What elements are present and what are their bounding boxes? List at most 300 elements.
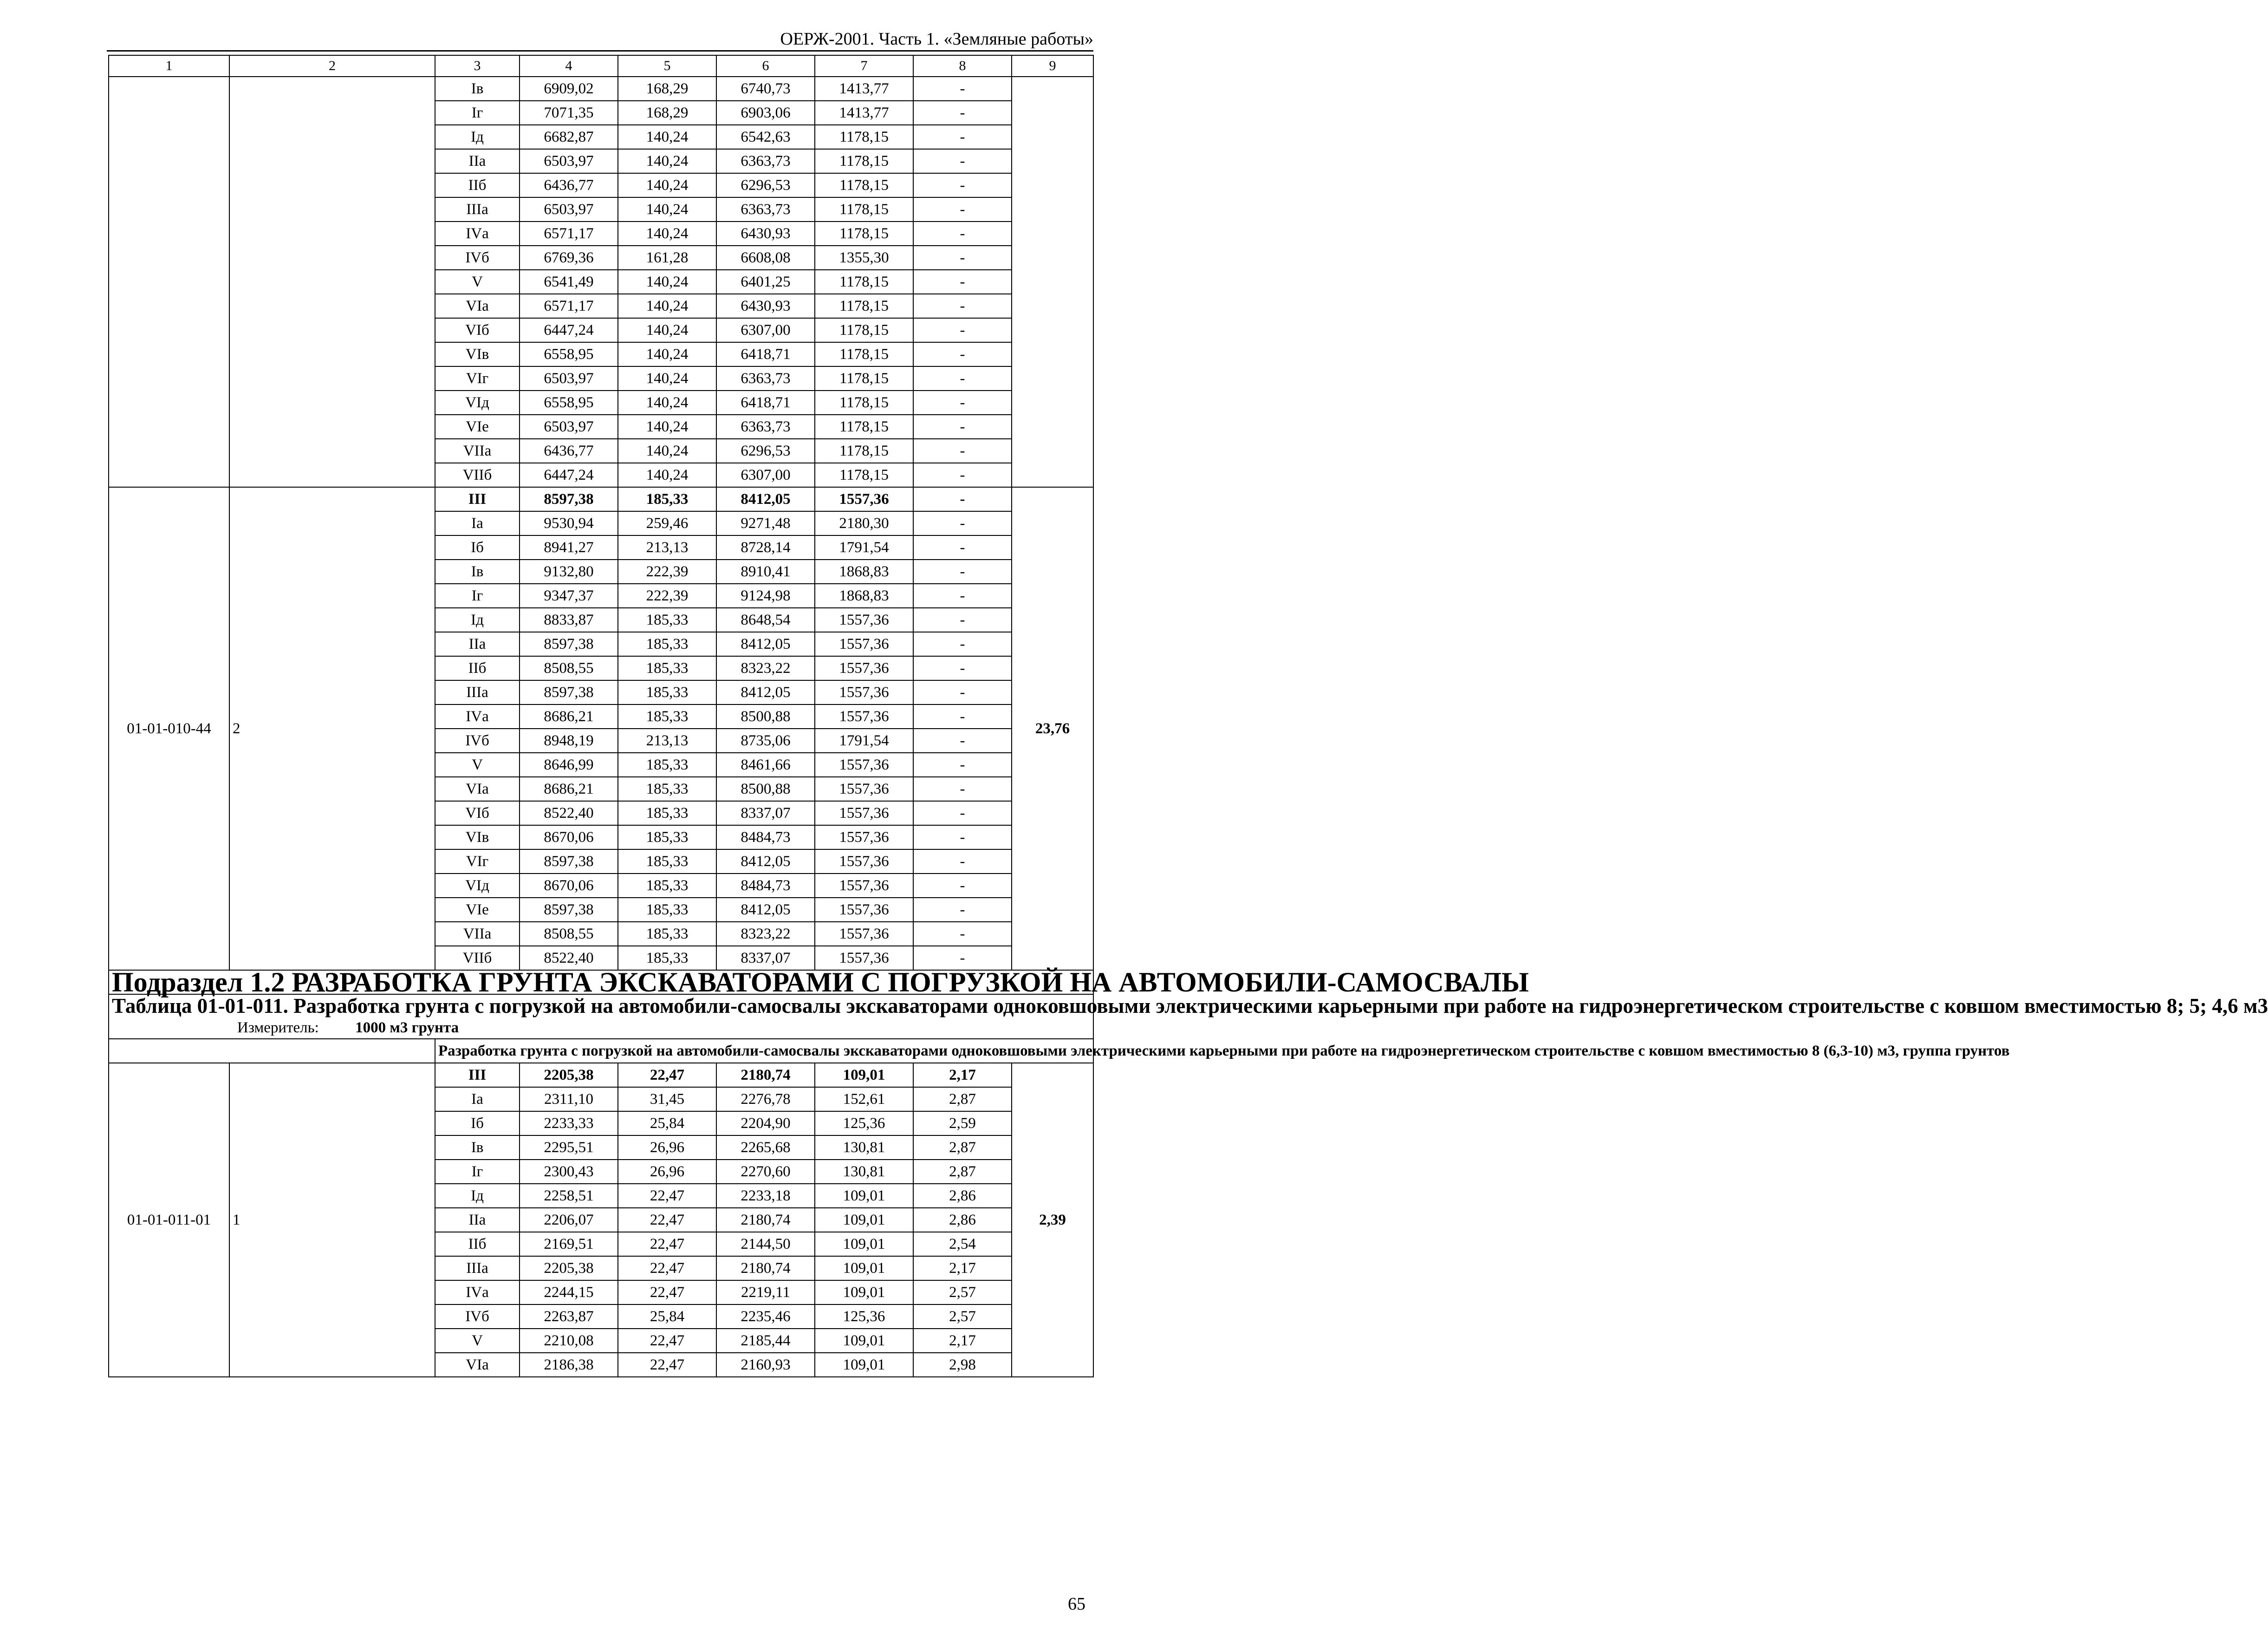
- value-cell: 168,29: [618, 101, 716, 125]
- value-cell: 1178,15: [815, 149, 913, 173]
- value-cell: 1868,83: [815, 560, 913, 584]
- soil-group-cell: IIб: [435, 656, 520, 680]
- table-title: Таблица 01-01-011. Разработка грунта с погрузкой на автомобили-самосвалы экскаваторами одноковшовыми электрическими карьерными при работе на гидроэнергетическом строительстве с ковшом вместимостью 8; 5; 4,6 м3: [112, 994, 2268, 1017]
- value-cell: 1557,36: [815, 753, 913, 777]
- value-cell: 9132,80: [520, 560, 618, 584]
- value-cell: 9530,94: [520, 511, 618, 535]
- value-cell: 2265,68: [716, 1135, 815, 1160]
- value-cell: 222,39: [618, 560, 716, 584]
- value-cell: 140,24: [618, 270, 716, 294]
- soil-group-cell: IVа: [435, 1280, 520, 1304]
- value-cell: -: [913, 463, 1012, 487]
- value-cell: 185,33: [618, 898, 716, 922]
- value-cell: 2,17: [913, 1329, 1012, 1353]
- column-number: 2: [229, 55, 435, 77]
- soil-group-cell: V: [435, 753, 520, 777]
- value-cell: 1178,15: [815, 318, 913, 342]
- work-description-row: [109, 1039, 1093, 1063]
- value-cell: 2,86: [913, 1208, 1012, 1232]
- value-cell: 2,86: [913, 1184, 1012, 1208]
- value-cell: 8323,22: [716, 922, 815, 946]
- value-cell: 9124,98: [716, 584, 815, 608]
- page-header: [107, 27, 1093, 52]
- value-cell: 8948,19: [520, 729, 618, 753]
- value-cell: 9271,48: [716, 511, 815, 535]
- value-cell: 109,01: [815, 1353, 913, 1377]
- value-cell: 185,33: [618, 704, 716, 729]
- value-cell: 8941,27: [520, 535, 618, 560]
- value-cell: 140,24: [618, 294, 716, 318]
- value-cell: 109,01: [815, 1063, 913, 1087]
- soil-group-cell: VIа: [435, 294, 520, 318]
- value-cell: 26,96: [618, 1135, 716, 1160]
- subsection-title: Подраздел 1.2 РАЗРАБОТКА ГРУНТА ЭКСКАВАТОРАМИ С ПОГРУЗКОЙ НА АВТОМОБИЛИ-САМОСВАЛЫ: [109, 970, 1093, 994]
- value-cell: 1178,15: [815, 222, 913, 246]
- value-cell: -: [913, 294, 1012, 318]
- value-cell: 8412,05: [716, 680, 815, 704]
- value-cell: 6430,93: [716, 222, 815, 246]
- value-cell: 6740,73: [716, 77, 815, 101]
- value-cell: 2169,51: [520, 1232, 618, 1256]
- value-cell: 2180,74: [716, 1256, 815, 1280]
- soil-group-cell: Iа: [435, 511, 520, 535]
- value-cell: 2263,87: [520, 1304, 618, 1329]
- value-cell: 1178,15: [815, 366, 913, 391]
- value-cell: 8833,87: [520, 608, 618, 632]
- meter-value: 1000 м3 грунта: [355, 1019, 459, 1036]
- value-cell: 8597,38: [520, 680, 618, 704]
- value-cell: 109,01: [815, 1184, 913, 1208]
- value-cell: -: [913, 946, 1012, 970]
- value-cell: 6558,95: [520, 342, 618, 366]
- soil-group-cell: VIд: [435, 391, 520, 415]
- value-cell: 1178,15: [815, 173, 913, 197]
- value-cell: 2160,93: [716, 1353, 815, 1377]
- value-cell: 152,61: [815, 1087, 913, 1111]
- value-cell: 140,24: [618, 318, 716, 342]
- soil-group-cell: IIб: [435, 1232, 520, 1256]
- value-cell: 1557,36: [815, 874, 913, 898]
- meter-label: Измеритель:: [237, 1019, 319, 1036]
- value-cell: 22,47: [618, 1063, 716, 1087]
- value-cell: 8337,07: [716, 801, 815, 825]
- soil-group-cell: VIг: [435, 366, 520, 391]
- value-cell: 2,98: [913, 1353, 1012, 1377]
- soil-group-cell: Iг: [435, 101, 520, 125]
- value-cell: 185,33: [618, 777, 716, 801]
- value-cell: 2205,38: [520, 1256, 618, 1280]
- table-title-cell: [109, 994, 2268, 1039]
- soil-group-cell: IVа: [435, 704, 520, 729]
- value-cell: 6363,73: [716, 197, 815, 222]
- value-cell: 2185,44: [716, 1329, 815, 1353]
- value-cell: 1557,36: [815, 849, 913, 874]
- value-cell: 6571,17: [520, 294, 618, 318]
- value-cell: 109,01: [815, 1280, 913, 1304]
- value-cell: 6447,24: [520, 318, 618, 342]
- value-cell: 1557,36: [815, 656, 913, 680]
- value-cell: 140,24: [618, 222, 716, 246]
- value-cell: 22,47: [618, 1232, 716, 1256]
- value-cell: 185,33: [618, 608, 716, 632]
- value-cell: 140,24: [618, 439, 716, 463]
- value-cell: 1178,15: [815, 463, 913, 487]
- soil-group-cell: Iа: [435, 1087, 520, 1111]
- value-cell: -: [913, 535, 1012, 560]
- value-cell: 109,01: [815, 1329, 913, 1353]
- value-cell: 2204,90: [716, 1111, 815, 1135]
- value-cell: 1557,36: [815, 704, 913, 729]
- value-cell: 1557,36: [815, 632, 913, 656]
- value-cell: 130,81: [815, 1135, 913, 1160]
- value-cell: 109,01: [815, 1208, 913, 1232]
- value-cell: -: [913, 801, 1012, 825]
- value-cell: 6430,93: [716, 294, 815, 318]
- value-cell: 185,33: [618, 656, 716, 680]
- value-cell: -: [913, 246, 1012, 270]
- column-number: 6: [716, 55, 815, 77]
- value-cell: 8597,38: [520, 487, 618, 511]
- value-cell: 25,84: [618, 1304, 716, 1329]
- value-cell: 1178,15: [815, 415, 913, 439]
- value-cell: -: [913, 632, 1012, 656]
- value-cell: 6608,08: [716, 246, 815, 270]
- value-cell: 6682,87: [520, 125, 618, 149]
- value-cell: 22,47: [618, 1208, 716, 1232]
- header-text: ОЕРЖ-2001. Часть 1. «Земляные работы»: [780, 29, 1093, 49]
- value-cell: -: [913, 704, 1012, 729]
- value-cell: 1413,77: [815, 101, 913, 125]
- value-cell: 2233,18: [716, 1184, 815, 1208]
- value-cell: -: [913, 77, 1012, 101]
- column-number: 3: [435, 55, 520, 77]
- value-cell: 22,47: [618, 1280, 716, 1304]
- value-cell: 8670,06: [520, 825, 618, 849]
- value-cell: 1178,15: [815, 342, 913, 366]
- value-cell: 1178,15: [815, 197, 913, 222]
- value-cell: 140,24: [618, 125, 716, 149]
- value-cell: 6909,02: [520, 77, 618, 101]
- value-cell: -: [913, 439, 1012, 463]
- value-cell: 2180,74: [716, 1208, 815, 1232]
- value-cell: 2180,74: [716, 1063, 815, 1087]
- value-cell: 140,24: [618, 149, 716, 173]
- value-cell: -: [913, 342, 1012, 366]
- value-cell: 140,24: [618, 415, 716, 439]
- value-cell: 8522,40: [520, 801, 618, 825]
- page-number: 65: [1068, 1594, 1085, 1614]
- value-cell: 31,45: [618, 1087, 716, 1111]
- value-cell: 8500,88: [716, 777, 815, 801]
- value-cell: 6541,49: [520, 270, 618, 294]
- value-cell: 26,96: [618, 1160, 716, 1184]
- value-cell: 168,29: [618, 77, 716, 101]
- value-cell: 1557,36: [815, 608, 913, 632]
- value-cell: 25,84: [618, 1111, 716, 1135]
- value-cell: 1557,36: [815, 946, 913, 970]
- value-cell: 8484,73: [716, 825, 815, 849]
- value-cell: 8508,55: [520, 922, 618, 946]
- soil-group-cell: Iв: [435, 560, 520, 584]
- value-cell: 185,33: [618, 874, 716, 898]
- total-cell: 2,39: [1012, 1063, 1093, 1377]
- soil-group-cell: Iб: [435, 535, 520, 560]
- value-cell: 1178,15: [815, 294, 913, 318]
- soil-group-cell: IVб: [435, 729, 520, 753]
- soil-group-cell: VIIб: [435, 946, 520, 970]
- value-cell: 1557,36: [815, 487, 913, 511]
- soil-group-cell: IIа: [435, 149, 520, 173]
- value-cell: 8412,05: [716, 487, 815, 511]
- value-cell: 1791,54: [815, 535, 913, 560]
- value-cell: 2210,08: [520, 1329, 618, 1353]
- value-cell: 6418,71: [716, 391, 815, 415]
- value-cell: 6558,95: [520, 391, 618, 415]
- value-cell: 185,33: [618, 753, 716, 777]
- value-cell: -: [913, 849, 1012, 874]
- value-cell: 1355,30: [815, 246, 913, 270]
- value-cell: 2,57: [913, 1280, 1012, 1304]
- value-cell: 1178,15: [815, 391, 913, 415]
- value-cell: 6436,77: [520, 439, 618, 463]
- value-cell: 109,01: [815, 1256, 913, 1280]
- soil-group-cell: VIе: [435, 415, 520, 439]
- value-cell: 8412,05: [716, 849, 815, 874]
- value-cell: -: [913, 222, 1012, 246]
- value-cell: 8670,06: [520, 874, 618, 898]
- rate-code: [109, 77, 229, 487]
- soil-group-cell: VIб: [435, 801, 520, 825]
- value-cell: 259,46: [618, 511, 716, 535]
- value-cell: 185,33: [618, 825, 716, 849]
- value-cell: 2295,51: [520, 1135, 618, 1160]
- soil-group-cell: VIа: [435, 777, 520, 801]
- value-cell: -: [913, 680, 1012, 704]
- value-cell: 140,24: [618, 197, 716, 222]
- value-cell: 2,17: [913, 1256, 1012, 1280]
- value-cell: 8484,73: [716, 874, 815, 898]
- value-cell: 9347,37: [520, 584, 618, 608]
- soil-group-cell: IIIа: [435, 197, 520, 222]
- value-cell: 1413,77: [815, 77, 913, 101]
- value-cell: 6503,97: [520, 149, 618, 173]
- column-number: 7: [815, 55, 913, 77]
- value-cell: 6363,73: [716, 415, 815, 439]
- value-cell: 2,17: [913, 1063, 1012, 1087]
- soil-group-cell: Iг: [435, 1160, 520, 1184]
- value-cell: 8735,06: [716, 729, 815, 753]
- value-cell: 6307,00: [716, 463, 815, 487]
- table-row: [109, 77, 1093, 101]
- value-cell: 7071,35: [520, 101, 618, 125]
- value-cell: -: [913, 511, 1012, 535]
- rate-code: 01-01-011-01: [109, 1063, 229, 1377]
- value-cell: 2235,46: [716, 1304, 815, 1329]
- value-cell: 6436,77: [520, 173, 618, 197]
- column-number: 9: [1012, 55, 1093, 77]
- value-cell: 8728,14: [716, 535, 815, 560]
- soil-group-cell: VIе: [435, 898, 520, 922]
- value-cell: 185,33: [618, 801, 716, 825]
- value-cell: 140,24: [618, 342, 716, 366]
- soil-group-cell: VIг: [435, 849, 520, 874]
- soil-group-cell: VIIб: [435, 463, 520, 487]
- value-cell: 6296,53: [716, 173, 815, 197]
- value-cell: 22,47: [618, 1184, 716, 1208]
- value-cell: 185,33: [618, 487, 716, 511]
- work-description: Разработка грунта с погрузкой на автомобили-самосвалы экскаваторами одноковшовыми электрическими карьерными при работе на гидроэнергетическом строительстве с ковшом вместимостью 8 (6,3-10) м3, группа грунтов: [435, 1039, 1093, 1063]
- soil-group-cell: IIб: [435, 173, 520, 197]
- soil-group-cell: VIд: [435, 874, 520, 898]
- value-cell: 6503,97: [520, 415, 618, 439]
- value-cell: 1557,36: [815, 922, 913, 946]
- value-cell: 185,33: [618, 849, 716, 874]
- value-cell: 6363,73: [716, 149, 815, 173]
- value-cell: 22,47: [618, 1353, 716, 1377]
- value-cell: 1178,15: [815, 125, 913, 149]
- value-cell: 130,81: [815, 1160, 913, 1184]
- value-cell: -: [913, 729, 1012, 753]
- value-cell: 2,87: [913, 1087, 1012, 1111]
- value-cell: 22,47: [618, 1256, 716, 1280]
- value-cell: 6363,73: [716, 366, 815, 391]
- rates-table: [108, 55, 2268, 1377]
- soil-group-cell: VIIа: [435, 439, 520, 463]
- value-cell: 161,28: [618, 246, 716, 270]
- value-cell: 2219,11: [716, 1280, 815, 1304]
- value-cell: 140,24: [618, 391, 716, 415]
- value-cell: 6542,63: [716, 125, 815, 149]
- value-cell: -: [913, 149, 1012, 173]
- value-cell: 2180,30: [815, 511, 913, 535]
- total-cell: [1012, 77, 1093, 487]
- value-cell: 8500,88: [716, 704, 815, 729]
- value-cell: 6296,53: [716, 439, 815, 463]
- value-cell: -: [913, 173, 1012, 197]
- value-cell: 8686,21: [520, 777, 618, 801]
- soil-group-cell: Iв: [435, 77, 520, 101]
- value-cell: 140,24: [618, 463, 716, 487]
- value-cell: 6418,71: [716, 342, 815, 366]
- value-cell: -: [913, 560, 1012, 584]
- value-cell: 6903,06: [716, 101, 815, 125]
- value-cell: 140,24: [618, 366, 716, 391]
- value-cell: 6503,97: [520, 366, 618, 391]
- value-cell: 2206,07: [520, 1208, 618, 1232]
- rate-number: [229, 77, 435, 487]
- value-cell: -: [913, 391, 1012, 415]
- soil-group-cell: VIIа: [435, 922, 520, 946]
- value-cell: 8686,21: [520, 704, 618, 729]
- value-cell: 2276,78: [716, 1087, 815, 1111]
- value-cell: 8461,66: [716, 753, 815, 777]
- value-cell: 6401,25: [716, 270, 815, 294]
- meter-line: [112, 1017, 1090, 1038]
- table-title-row: [109, 994, 1093, 1039]
- value-cell: -: [913, 584, 1012, 608]
- value-cell: -: [913, 197, 1012, 222]
- value-cell: 8597,38: [520, 849, 618, 874]
- value-cell: 1557,36: [815, 801, 913, 825]
- value-cell: 2186,38: [520, 1353, 618, 1377]
- value-cell: 1178,15: [815, 439, 913, 463]
- value-cell: -: [913, 487, 1012, 511]
- value-cell: 213,13: [618, 729, 716, 753]
- value-cell: 2,59: [913, 1111, 1012, 1135]
- value-cell: -: [913, 825, 1012, 849]
- soil-group-cell: IVб: [435, 246, 520, 270]
- value-cell: 2300,43: [520, 1160, 618, 1184]
- value-cell: 1178,15: [815, 270, 913, 294]
- value-cell: 2258,51: [520, 1184, 618, 1208]
- soil-group-cell: IIIа: [435, 1256, 520, 1280]
- value-cell: 8508,55: [520, 656, 618, 680]
- value-cell: -: [913, 922, 1012, 946]
- soil-group-cell: IIа: [435, 1208, 520, 1232]
- table-row: [109, 487, 1093, 511]
- value-cell: 8648,54: [716, 608, 815, 632]
- value-cell: 2,87: [913, 1135, 1012, 1160]
- soil-group-cell: Iв: [435, 1135, 520, 1160]
- value-cell: -: [913, 101, 1012, 125]
- value-cell: 8412,05: [716, 898, 815, 922]
- value-cell: 1868,83: [815, 584, 913, 608]
- value-cell: 8910,41: [716, 560, 815, 584]
- soil-group-cell: Iд: [435, 125, 520, 149]
- value-cell: 140,24: [618, 173, 716, 197]
- total-cell: 23,76: [1012, 487, 1093, 970]
- value-cell: 6503,97: [520, 197, 618, 222]
- value-cell: 8597,38: [520, 632, 618, 656]
- value-cell: 2205,38: [520, 1063, 618, 1087]
- value-cell: -: [913, 366, 1012, 391]
- value-cell: 2244,15: [520, 1280, 618, 1304]
- value-cell: 8522,40: [520, 946, 618, 970]
- soil-group-cell: IIа: [435, 632, 520, 656]
- value-cell: 1557,36: [815, 777, 913, 801]
- value-cell: 8337,07: [716, 946, 815, 970]
- value-cell: 2233,33: [520, 1111, 618, 1135]
- value-cell: 6769,36: [520, 246, 618, 270]
- value-cell: 6307,00: [716, 318, 815, 342]
- value-cell: 2,54: [913, 1232, 1012, 1256]
- value-cell: 1557,36: [815, 680, 913, 704]
- column-number: 4: [520, 55, 618, 77]
- column-number: 1: [109, 55, 229, 77]
- soil-group-cell: VIв: [435, 342, 520, 366]
- column-number: 8: [913, 55, 1012, 77]
- soil-group-cell: VIа: [435, 1353, 520, 1377]
- soil-group-cell: Iг: [435, 584, 520, 608]
- value-cell: 8412,05: [716, 632, 815, 656]
- value-cell: 1791,54: [815, 729, 913, 753]
- soil-group-cell: IVа: [435, 222, 520, 246]
- soil-group-cell: IVб: [435, 1304, 520, 1329]
- value-cell: 2311,10: [520, 1087, 618, 1111]
- rate-code: 01-01-010-44: [109, 487, 229, 970]
- value-cell: -: [913, 656, 1012, 680]
- soil-group-cell: IIIа: [435, 680, 520, 704]
- soil-group-cell: III: [435, 1063, 520, 1087]
- value-cell: 185,33: [618, 922, 716, 946]
- value-cell: -: [913, 415, 1012, 439]
- value-cell: -: [913, 753, 1012, 777]
- soil-group-cell: Iд: [435, 608, 520, 632]
- value-cell: 8646,99: [520, 753, 618, 777]
- value-cell: 125,36: [815, 1111, 913, 1135]
- soil-group-cell: Iд: [435, 1184, 520, 1208]
- value-cell: 185,33: [618, 946, 716, 970]
